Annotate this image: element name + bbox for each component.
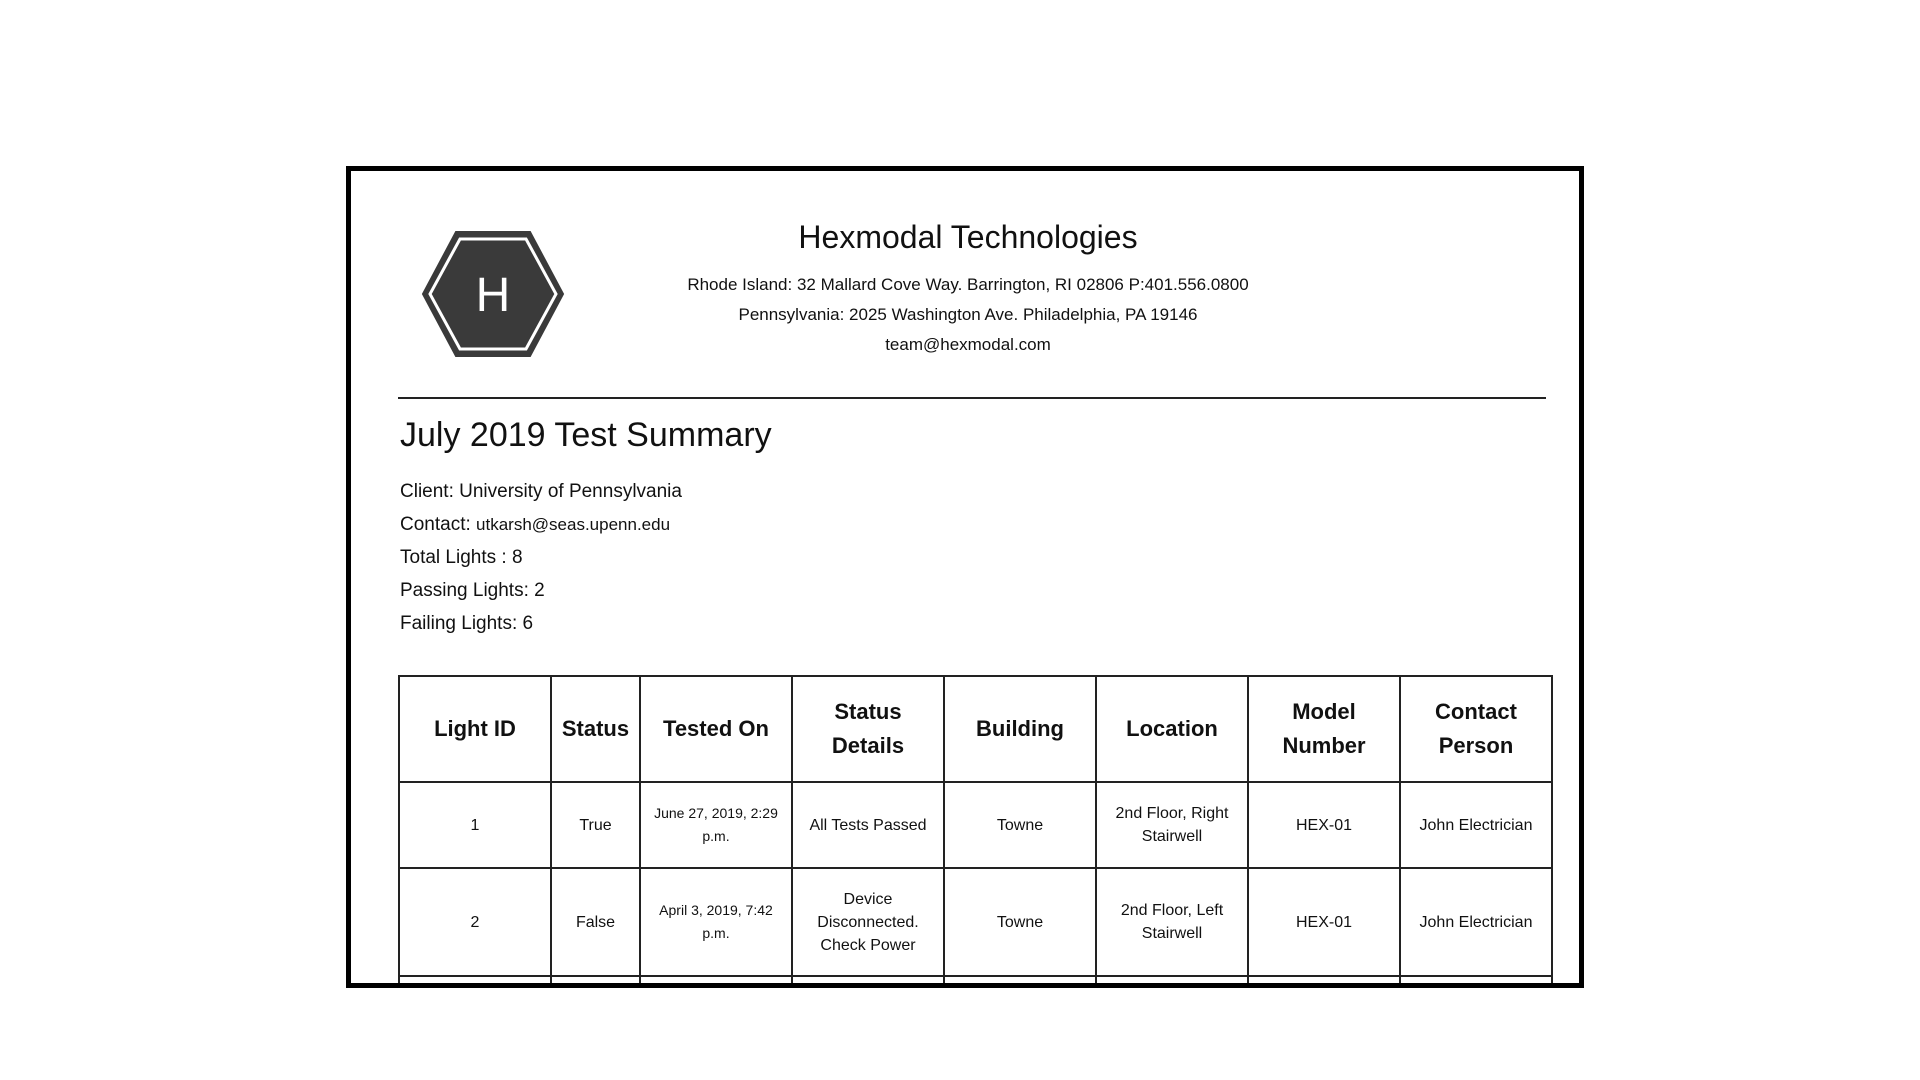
contact-line — [400, 508, 682, 541]
table-header-row — [399, 676, 1552, 782]
cell-tested-on: April 3, 2019, 7:42 p.m. — [640, 868, 792, 976]
header-model-number: Model Number — [1248, 676, 1400, 782]
passing-lights-value: 2 — [534, 580, 545, 601]
cell-status: False — [551, 868, 640, 976]
report-document — [346, 166, 1584, 988]
header-light-id: Light ID — [399, 676, 551, 782]
contact-value: utkarsh@seas.upenn.edu — [476, 515, 671, 534]
cell-light-id: 1 — [399, 782, 551, 868]
slide-title: Automated Monthly Reports — [465, 46, 1455, 126]
hexmodal-logo-icon — [420, 229, 566, 359]
company-name: Hexmodal Technologies — [798, 219, 1138, 255]
company-header — [618, 219, 1318, 360]
cell-contact-person: John Electrician — [1400, 868, 1552, 976]
table-row — [399, 782, 1552, 868]
failing-lights-label: Failing Lights: — [400, 613, 518, 634]
table-row — [399, 868, 1552, 976]
client-value: University of Pennsylvania — [459, 481, 682, 502]
cell-status-details: All Tests Passed — [792, 782, 944, 868]
header-contact-person: Contact Person — [1400, 676, 1552, 782]
passing-lights-label: Passing Lights: — [400, 580, 529, 601]
cell-model-number: HEX-01 — [1248, 868, 1400, 976]
client-line — [400, 475, 682, 508]
cell-building: Towne — [944, 868, 1096, 976]
cell-status: True — [551, 782, 640, 868]
cell-model-number: HEX-01 — [1248, 782, 1400, 868]
passing-lights-line — [400, 574, 682, 607]
header-building: Building — [944, 676, 1096, 782]
results-table — [398, 675, 1553, 988]
header-status-details: Status Details — [792, 676, 944, 782]
cell-status-details: Device Disconnected. Check Power — [792, 868, 944, 976]
summary-title: July 2019 Test Summary — [400, 416, 772, 454]
address-pennsylvania: Pennsylvania: 2025 Washington Ave. Philadelphia, PA 19146 — [738, 305, 1198, 324]
address-rhode-island: Rhode Island: 32 Mallard Cove Way. Barrington, RI 02806 P:401.556.0800 — [687, 275, 1249, 294]
total-lights-line — [400, 541, 682, 574]
contact-label: Contact: — [400, 514, 471, 535]
logo-letter: H — [475, 269, 511, 322]
cell-location: 2nd Floor, Right Stairwell — [1096, 782, 1248, 868]
table-row-partial — [399, 976, 1552, 988]
header-tested-on: Tested On — [640, 676, 792, 782]
header-location: Location — [1096, 676, 1248, 782]
cell-light-id: 2 — [399, 868, 551, 976]
header-divider — [398, 397, 1546, 399]
client-label: Client: — [400, 481, 454, 502]
cell-location: 2nd Floor, Left Stairwell — [1096, 868, 1248, 976]
total-lights-value: 8 — [511, 547, 523, 568]
cell-contact-person: John Electrician — [1400, 782, 1552, 868]
summary-info — [400, 475, 682, 640]
cell-tested-on: June 27, 2019, 2:29 p.m. — [640, 782, 792, 868]
cell-building: Towne — [944, 782, 1096, 868]
header-status: Status — [551, 676, 640, 782]
failing-lights-line — [400, 607, 682, 640]
total-lights-label: Total Lights : — [400, 547, 507, 568]
failing-lights-value: 6 — [522, 613, 534, 634]
company-email: team@hexmodal.com — [885, 335, 1051, 354]
